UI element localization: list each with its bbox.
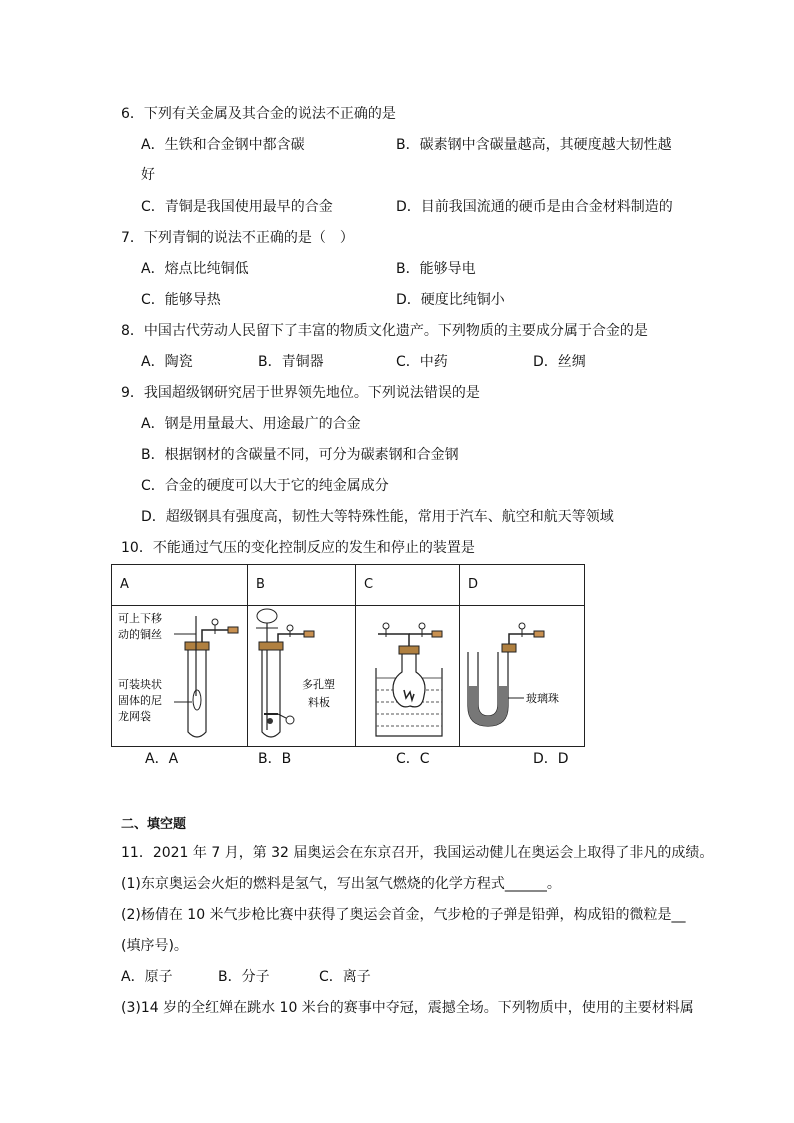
- q11-stem: 11．2021 年 7 月，第 32 届奥运会在东京召开，我国运动健儿在奥运会上取得了非凡的成绩。: [121, 845, 714, 861]
- apparatus-table: [111, 564, 585, 747]
- label-nylon-bag-1: 可装块状: [118, 678, 162, 691]
- header-cell-d: [460, 565, 585, 606]
- u-tube-d: [468, 623, 544, 726]
- section-title: 二、填空题: [121, 817, 187, 832]
- label-movable-copper-wire-1: 可上下移: [118, 612, 162, 625]
- q6-option-b-continued: 好: [141, 167, 155, 183]
- q7-option-a: A．熔点比纯铜低: [141, 261, 249, 277]
- header-b: B: [256, 577, 265, 592]
- q8-option-b: B．青铜器: [258, 354, 324, 370]
- q7-option-b: B．能够导电: [396, 261, 476, 277]
- q9-option-d: D．超级钢具有强度高，韧性大等特殊性能，常用于汽车、航空和航天等领域: [141, 509, 614, 525]
- q8-option-c: C．中药: [396, 354, 448, 370]
- q11-option-b: B．分子: [218, 969, 270, 985]
- q7-option-d: D．硬度比纯铜小: [396, 292, 505, 308]
- apparatus-c-diagram: [356, 606, 459, 742]
- q9-option-b: B．根据钢材的含碳量不同，可分为碳素钢和合金钢: [141, 447, 459, 463]
- apparatus-c-cell: [356, 606, 460, 747]
- q10-option-b: B．B: [258, 751, 292, 767]
- flask-beaker-c: [376, 623, 442, 736]
- apparatus-d-diagram: [460, 606, 584, 742]
- q11-part2: (2)杨倩在 10 米气步枪比赛中获得了奥运会首金，气步枪的子弹是铅弹，构成铅的微粒是__: [121, 907, 686, 923]
- q9-option-a: A．钢是用量最大、用途最广的合金: [141, 416, 361, 432]
- q6-option-b: B．碳素钢中含碳量越高，其硬度越大韧性越: [396, 137, 672, 153]
- apparatus-a-cell: [112, 606, 248, 747]
- apparatus-d-cell: [460, 606, 585, 747]
- q11-part3: (3)14 岁的全红婵在跳水 10 米台的赛事中夺冠，震撼全场。下列物质中，使用的主要材料属: [121, 1000, 694, 1016]
- header-c: C: [364, 577, 374, 592]
- header-d: D: [468, 577, 479, 592]
- q8-option-d: D．丝绸: [533, 354, 586, 370]
- label-porous-plate-2: 料板: [308, 696, 330, 709]
- q8-stem: 8．中国古代劳动人民留下了丰富的物质文化遗产。下列物质的主要成分属于合金的是: [121, 323, 648, 339]
- q11-part1: (1)东京奥运会火炬的燃料是氢气，写出氢气燃烧的化学方程式______。: [121, 876, 561, 892]
- header-cell-c: [356, 565, 460, 606]
- apparatus-b-cell: [248, 606, 356, 747]
- label-nylon-bag-2: 固体的尼: [118, 694, 162, 707]
- q7-option-c: C．能够导热: [141, 292, 221, 308]
- label-porous-plate-1: 多孔塑: [302, 678, 335, 691]
- label-glass-beads: 玻璃珠: [526, 692, 559, 705]
- q11-option-c: C．离子: [319, 969, 371, 985]
- q9-stem: 9．我国超级钢研究居于世界领先地位。下列说法错误的是: [121, 385, 480, 401]
- q6-option-d: D．目前我国流通的硬币是由合金材料制造的: [396, 199, 673, 215]
- q6-option-a: A．生铁和合金钢中都含碳: [141, 137, 305, 153]
- header-cell-b: [248, 565, 356, 606]
- label-nylon-bag-3: 龙网袋: [118, 710, 151, 723]
- q10-option-c: C．C: [396, 751, 430, 767]
- apparatus-a-diagram: [112, 606, 247, 742]
- q10-option-d: D．D: [533, 751, 569, 767]
- header-cell-a: [112, 565, 248, 606]
- header-a: A: [120, 577, 129, 592]
- funnel-tube-b: [256, 609, 314, 737]
- q11-part2-continued: (填序号)。: [121, 938, 188, 954]
- apparatus-b-diagram: [248, 606, 355, 742]
- q6-option-c: C．青铜是我国使用最早的合金: [141, 199, 333, 215]
- q10-stem: 10．不能通过气压的变化控制反应的发生和停止的装置是: [121, 540, 475, 556]
- q8-option-a: A．陶瓷: [141, 354, 193, 370]
- q10-option-a: A．A: [145, 751, 179, 767]
- label-movable-copper-wire-2: 动的铜丝: [118, 628, 162, 641]
- q11-option-a: A．原子: [121, 969, 173, 985]
- q7-stem: 7．下列青铜的说法不正确的是（ ）: [121, 230, 354, 246]
- q6-stem: 6．下列有关金属及其合金的说法不正确的是: [121, 106, 396, 122]
- q9-option-c: C．合金的硬度可以大于它的纯金属成分: [141, 478, 389, 494]
